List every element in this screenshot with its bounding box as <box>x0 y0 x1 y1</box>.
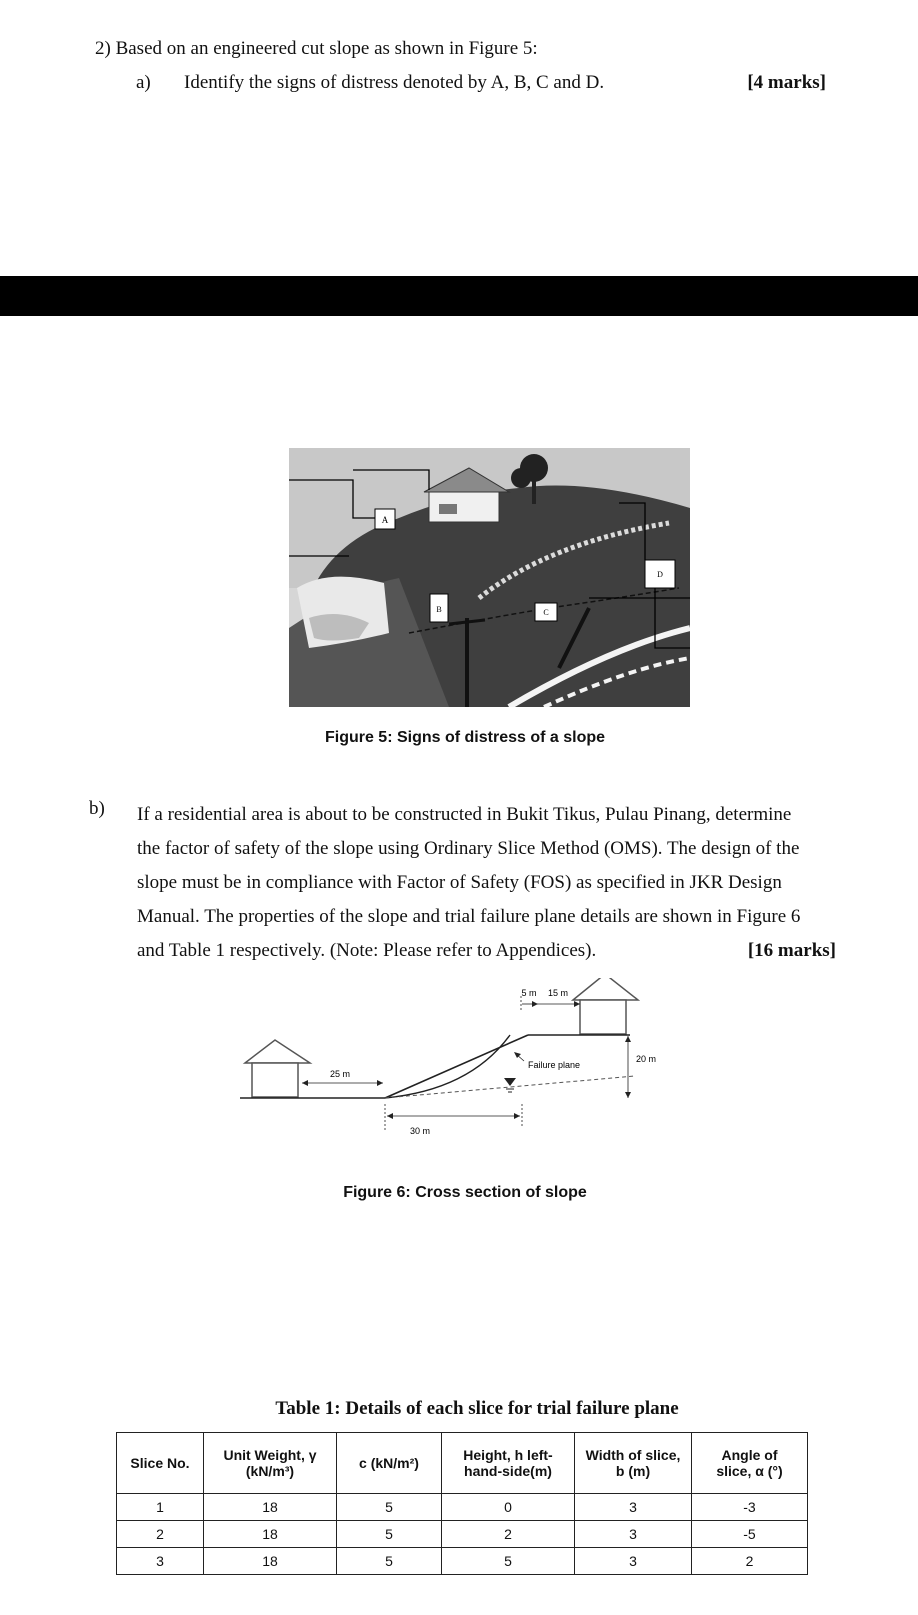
cell-c: 5 <box>337 1521 442 1548</box>
header-height <box>442 1433 575 1494</box>
part-a-text: Identify the signs of distress denoted by A, B, C and D. <box>184 72 605 93</box>
cell-b: 3 <box>575 1548 692 1575</box>
cell-slice: 2 <box>117 1521 204 1548</box>
cell-h: 2 <box>442 1521 575 1548</box>
header-unit-weight <box>204 1433 337 1494</box>
part-b-text <box>137 798 836 968</box>
cell-slice: 3 <box>117 1548 204 1575</box>
part-b-line-4: Manual. The properties of the slope and trial failure plane details are shown in Figure 6 <box>137 906 801 927</box>
part-b-label: b) <box>89 798 105 819</box>
dim-25m-label: 25 m <box>329 1069 351 1079</box>
cell-c: 5 <box>337 1548 442 1575</box>
part-b-last-line: and Table 1 respectively. (Note: Please refer to Appendices). <box>137 940 597 961</box>
header-width-line-1: Width of slice, <box>585 1447 681 1463</box>
cell-c: 5 <box>337 1494 442 1521</box>
cell-alpha: -3 <box>692 1494 808 1521</box>
table-1-caption: Table 1: Details of each slice for trial failure plane <box>275 1398 679 1419</box>
header-unit-weight-line-2: (kN/m³) <box>245 1463 295 1479</box>
part-a <box>136 72 604 94</box>
header-angle <box>692 1433 808 1494</box>
header-height-line-2: hand-side(m) <box>464 1463 552 1479</box>
dim-15m-label: 15 m <box>547 988 569 998</box>
cell-gamma: 18 <box>204 1494 337 1521</box>
slice-table <box>116 1432 808 1575</box>
part-b-line-5 <box>137 934 836 968</box>
failure-plane-label: Failure plane <box>528 1060 581 1070</box>
label-c: C <box>543 608 549 617</box>
label-b: B <box>436 605 442 614</box>
label-a: A <box>381 515 389 525</box>
header-c: c (kN/m²) <box>337 1433 442 1494</box>
part-a-label: a) <box>136 72 151 93</box>
table-row <box>117 1548 808 1575</box>
header-angle-line-1: Angle of <box>721 1447 778 1463</box>
cell-slice: 1 <box>117 1494 204 1521</box>
header-angle-line-2: slice, α (°) <box>716 1463 783 1479</box>
figure-6-cross-section <box>240 978 660 1173</box>
dim-5m-label: 5 m <box>521 988 537 998</box>
table-row <box>117 1521 808 1548</box>
cell-h: 0 <box>442 1494 575 1521</box>
cell-alpha: 2 <box>692 1548 808 1575</box>
part-b-line-2: the factor of safety of the slope using Ordinary Slice Method (OMS). The design of the <box>137 838 800 859</box>
label-d: D <box>657 570 663 579</box>
cell-alpha: -5 <box>692 1521 808 1548</box>
cell-b: 3 <box>575 1494 692 1521</box>
cell-gamma: 18 <box>204 1521 337 1548</box>
dim-20m-label: 20 m <box>636 1054 657 1064</box>
dim-30m-label: 30 m <box>409 1126 431 1136</box>
redaction-bar <box>0 276 918 316</box>
cell-h: 5 <box>442 1548 575 1575</box>
cell-b: 3 <box>575 1521 692 1548</box>
part-b-line-1: If a residential area is about to be constructed in Bukit Tikus, Pulau Pinang, determine <box>137 804 792 825</box>
figure-5-caption: Figure 5: Signs of distress of a slope <box>324 729 606 746</box>
question-title: 2) Based on an engineered cut slope as shown in Figure 5: <box>95 38 538 59</box>
header-width <box>575 1433 692 1494</box>
header-unit-weight-line-1: Unit Weight, γ <box>223 1447 317 1463</box>
header-width-line-2: b (m) <box>615 1463 651 1479</box>
figure-5-slope-image <box>289 448 690 707</box>
header-height-line-1: Height, h left- <box>463 1447 553 1463</box>
part-a-marks: [4 marks] <box>747 72 826 93</box>
cell-gamma: 18 <box>204 1548 337 1575</box>
figure-6-caption: Figure 6: Cross section of slope <box>343 1184 587 1201</box>
table-row <box>117 1494 808 1521</box>
header-slice: Slice No. <box>117 1433 204 1494</box>
part-b-line-3: slope must be in compliance with Factor of Safety (FOS) as specified in JKR Design <box>137 872 782 893</box>
part-b-marks: [16 marks] <box>747 940 836 961</box>
